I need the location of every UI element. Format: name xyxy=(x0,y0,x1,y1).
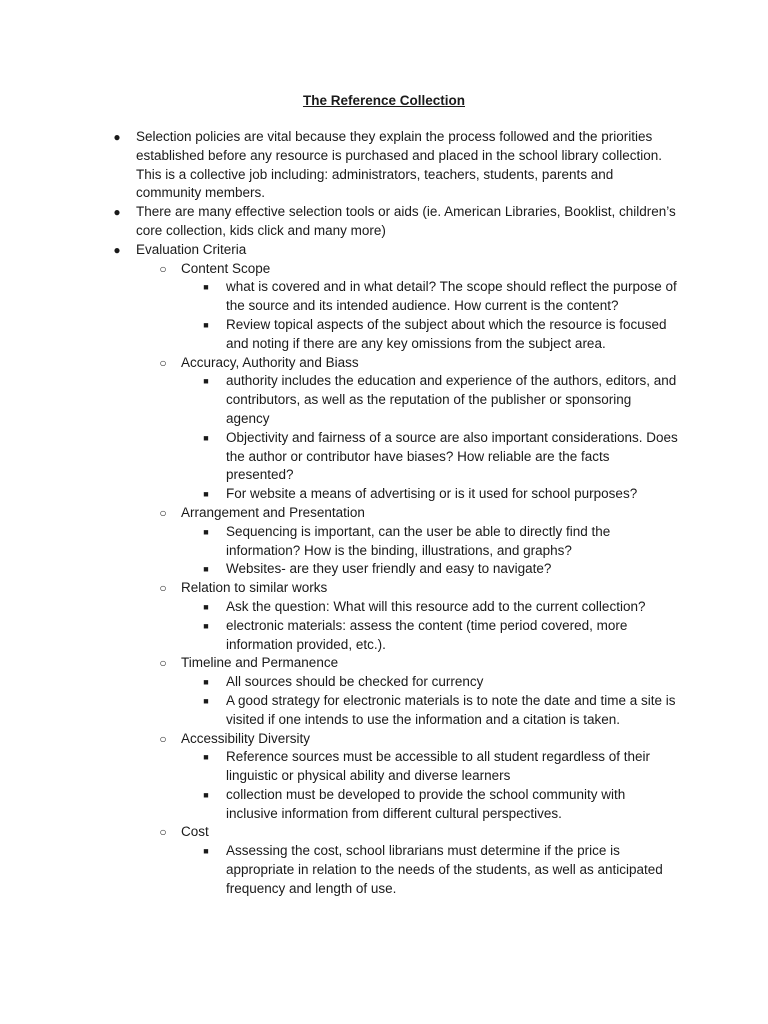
list-item xyxy=(0,523,768,561)
list-item xyxy=(0,823,768,842)
list-item-text: Objectivity and fairness of a source are also important considerations. Does the author or contributor have biases? How reliable are the facts presented? xyxy=(226,429,678,483)
list-item xyxy=(0,504,768,523)
bullet-square-icon: ■ xyxy=(203,677,209,688)
list-item-text: There are many effective selection tools or aids (ie. American Libraries, Booklist, children’s core collection, kids click and many more) xyxy=(136,204,676,238)
bullet-square-icon: ■ xyxy=(203,564,209,575)
bullet-square-icon: ■ xyxy=(203,695,209,706)
list-item-text: authority includes the education and experience of the authors, editors, and contributors, as well as the reputation of the publisher or sponsoring agency xyxy=(226,373,677,426)
bullet-circle-icon: ○ xyxy=(159,581,167,596)
list-item-text: Review topical aspects of the subject about which the resource is focused and noting if there are any key omissions from the subject area. xyxy=(226,316,667,351)
list-item-text: electronic materials: assess the content (time period covered, more information provided, etc.). xyxy=(226,617,628,652)
list-item-text: Reference sources must be accessible to all student regardless of their linguistic or physical ability and diverse learners xyxy=(226,749,650,784)
bullet-circle-icon: ○ xyxy=(159,656,167,671)
bullet-circle-icon: ○ xyxy=(159,355,167,370)
list-item xyxy=(0,617,768,655)
list-item xyxy=(0,128,768,203)
list-item xyxy=(0,673,768,692)
list-item-text: A good strategy for electronic materials is to note the date and time a site is visited if one intends to use the information and a citation is taken. xyxy=(226,692,676,727)
list-item xyxy=(0,372,768,428)
list-item xyxy=(0,316,768,354)
bullet-square-icon: ■ xyxy=(203,846,209,857)
list-item-text: Accessibility Diversity xyxy=(181,730,311,746)
bullet-disc-icon: ● xyxy=(113,242,121,257)
bullet-square-icon: ■ xyxy=(203,789,209,800)
list-item-text: Timeline and Permanence xyxy=(181,655,339,671)
bullet-square-icon: ■ xyxy=(203,526,209,537)
list-item xyxy=(0,730,768,749)
list-item-text: Ask the question: What will this resource add to the current collection? xyxy=(226,598,646,614)
list-item-text: Accuracy, Authority and Biass xyxy=(181,354,359,370)
list-item xyxy=(0,354,768,373)
document-title: The Reference Collection xyxy=(302,93,466,108)
list-item-text: For website a means of advertising or is it used for school purposes? xyxy=(226,486,638,502)
list-item-text: Arrangement and Presentation xyxy=(181,504,365,520)
list-item-text: what is covered and in what detail? The scope should reflect the purpose of the source and its intended audience. How current is the content? xyxy=(226,279,677,314)
bullet-circle-icon: ○ xyxy=(159,261,167,276)
list-item-text: Websites- are they user friendly and easy to navigate? xyxy=(226,561,552,577)
document-body xyxy=(0,128,768,899)
bullet-circle-icon: ○ xyxy=(159,731,167,746)
list-item xyxy=(0,560,768,579)
bullet-square-icon: ■ xyxy=(203,601,209,612)
list-item-text: collection must be developed to provide the school community with inclusive information from different cultural perspectives. xyxy=(226,786,626,821)
list-item-text: All sources should be checked for currency xyxy=(226,674,484,690)
bullet-square-icon: ■ xyxy=(203,282,209,293)
list-item-text: Cost xyxy=(181,824,209,840)
list-item xyxy=(0,598,768,617)
bullet-square-icon: ■ xyxy=(203,319,209,330)
bullet-circle-icon: ○ xyxy=(159,825,167,840)
list-item xyxy=(0,579,768,598)
list-item-text: Sequencing is important, can the user be able to directly find the information? How is the binding, illustrations, and graphs? xyxy=(226,523,611,558)
list-item-text: Content Scope xyxy=(181,260,271,276)
list-item xyxy=(0,241,768,260)
list-item xyxy=(0,278,768,316)
bullet-circle-icon: ○ xyxy=(159,505,167,520)
bullet-square-icon: ■ xyxy=(203,432,209,443)
list-item xyxy=(0,203,768,241)
list-item-text: Selection policies are vital because they explain the process followed and the priorities established before any resource is purchased and placed in the school library collection. This is a collective job including: administrators, teachers, students, parents and community members. xyxy=(136,129,663,201)
bullet-disc-icon: ● xyxy=(113,130,121,144)
list-item xyxy=(0,485,768,504)
list-item xyxy=(0,654,768,673)
list-item xyxy=(0,429,768,485)
bullet-square-icon: ■ xyxy=(203,376,209,387)
list-item-text: Assessing the cost, school librarians must determine if the price is appropriate in relation to the needs of the students, as well as anticipated frequency and length of use. xyxy=(226,843,663,896)
list-item-text: Evaluation Criteria xyxy=(136,241,247,257)
list-item-text: Relation to similar works xyxy=(181,580,328,596)
list-item xyxy=(0,786,768,824)
bullet-square-icon: ■ xyxy=(203,489,209,500)
bullet-square-icon: ■ xyxy=(203,620,209,631)
bullet-square-icon: ■ xyxy=(203,752,209,763)
list-item xyxy=(0,842,768,898)
list-item xyxy=(0,748,768,786)
list-item xyxy=(0,692,768,730)
list-item xyxy=(0,260,768,279)
bullet-disc-icon: ● xyxy=(113,205,121,220)
